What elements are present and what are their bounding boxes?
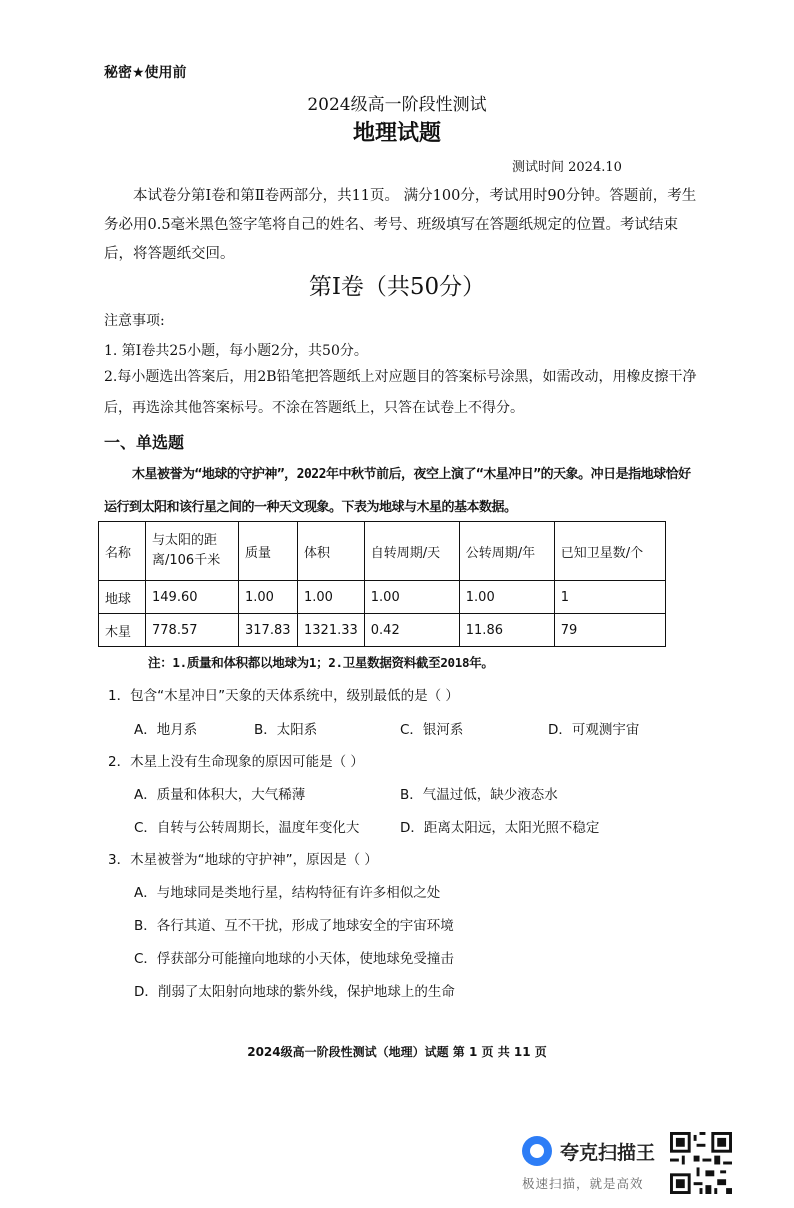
notes-heading: 注意事项: bbox=[104, 313, 165, 329]
question-1-option-c: C．银河系 bbox=[400, 722, 464, 738]
table-cell: 1.00 bbox=[459, 581, 554, 614]
section-title: 一、单选题 bbox=[104, 433, 185, 452]
subject-title: 地理试题 bbox=[352, 121, 441, 146]
question-2-stem: 2．木星上没有生命现象的原因可能是（ ） bbox=[108, 754, 364, 770]
exam-title: 2024级高一阶段性测试 bbox=[307, 95, 487, 115]
table-cell: 0.42 bbox=[364, 614, 459, 647]
note-item-2: 2.每小题选出答案后，用2B铅笔把答题纸上对应题目的答案标号涂黑，如需改动，用橡皮擦干净后，再选涂其他答案标号。不涂在答题纸上，只答在试卷上不得分。 bbox=[104, 369, 697, 416]
table-note: 注：1.质量和体积都以地球为1；2.卫星数据资料截至2018年。 bbox=[148, 655, 494, 670]
table-cell: 1 bbox=[554, 581, 665, 614]
table-header-cell: 已知卫星数/个 bbox=[554, 522, 665, 581]
question-3-stem: 3．木星被誉为“地球的守护神”，原因是（ ） bbox=[108, 852, 378, 868]
qr-code-icon bbox=[670, 1132, 732, 1194]
table-cell: 778.57 bbox=[146, 614, 239, 647]
question-2-option-d: D．距离太阳远，太阳光照不稳定 bbox=[400, 820, 600, 836]
table-cell: 149.60 bbox=[146, 581, 239, 614]
question-background: 木星被誉为“地球的守护神”，2022年中秋节前后，夜空上演了“木星冲日”的天象。冲日是指地球恰好运行到太阳和该行星之间的一种天文现象。下表为地球与木星的基本数据。 bbox=[104, 467, 691, 515]
table-cell: 11.86 bbox=[459, 614, 554, 647]
question-1-option-b: B．太阳系 bbox=[254, 722, 318, 738]
table-cell: 1.00 bbox=[364, 581, 459, 614]
test-time: 测试时间 2024.10 bbox=[512, 160, 622, 175]
question-1-stem: 1．包含“木星冲日”天象的天体系统中，级别最低的是（ ） bbox=[108, 688, 459, 704]
watermark-app-name: 夸克扫描王 bbox=[560, 1142, 656, 1164]
table-header-cell: 体积 bbox=[298, 522, 365, 581]
question-3-option-c: C．俘获部分可能撞向地球的小天体，使地球免受撞击 bbox=[134, 951, 454, 967]
table-header-row bbox=[99, 522, 666, 581]
question-1-option-a: A．地月系 bbox=[134, 722, 198, 738]
table-row bbox=[99, 581, 666, 614]
table-header-cell: 自转周期/天 bbox=[364, 522, 459, 581]
question-2-option-c: C．自转与公转周期长，温度年变化大 bbox=[134, 820, 360, 836]
table-header-cell: 公转周期/年 bbox=[459, 522, 554, 581]
question-1-option-d: D．可观测宇宙 bbox=[548, 722, 640, 738]
table-header-cell: 名称 bbox=[99, 522, 146, 581]
table-cell: 地球 bbox=[99, 581, 146, 614]
volume-title: 第Ⅰ卷（共50分） bbox=[308, 274, 486, 300]
note-item-1: 1. 第Ⅰ卷共25小题，每小题2分，共50分。 bbox=[104, 343, 368, 359]
question-3-option-b: B．各行其道、互不干扰，形成了地球安全的宇宙环境 bbox=[134, 918, 454, 934]
question-3-option-a: A．与地球同是类地行星，结构特征有许多相似之处 bbox=[134, 885, 441, 901]
table-header-cell: 与太阳的距离/106千米 bbox=[146, 522, 239, 581]
table-cell: 1.00 bbox=[239, 581, 298, 614]
planet-data-table bbox=[98, 521, 666, 647]
table-cell: 1.00 bbox=[298, 581, 365, 614]
watermark-tagline: 极速扫描，就是高效 bbox=[522, 1176, 644, 1191]
question-2-option-b: B．气温过低，缺少液态水 bbox=[400, 787, 558, 803]
table-cell: 木星 bbox=[99, 614, 146, 647]
quark-logo-icon bbox=[522, 1136, 552, 1166]
table-cell: 317.83 bbox=[239, 614, 298, 647]
page-footer: 2024级高一阶段性测试（地理）试题 第 1 页 共 11 页 bbox=[247, 1045, 547, 1059]
question-2-option-a: A．质量和体积大，大气稀薄 bbox=[134, 787, 306, 803]
question-3-option-d: D．削弱了太阳射向地球的紫外线，保护地球上的生命 bbox=[134, 984, 455, 1000]
confidential-label: 秘密★使用前 bbox=[104, 65, 187, 81]
table-header-cell: 质量 bbox=[239, 522, 298, 581]
table-cell: 79 bbox=[554, 614, 665, 647]
exam-instructions: 本试卷分第Ⅰ卷和第Ⅱ卷两部分，共11页。 满分100分，考试用时90分钟。答题前，考生务必用0.5毫米黑色签字笔将自己的姓名、考号、班级填写在答题纸规定的位置。考试结束后，将答题纸交回。 bbox=[104, 188, 697, 262]
table-row bbox=[99, 614, 666, 647]
table-cell: 1321.33 bbox=[298, 614, 365, 647]
